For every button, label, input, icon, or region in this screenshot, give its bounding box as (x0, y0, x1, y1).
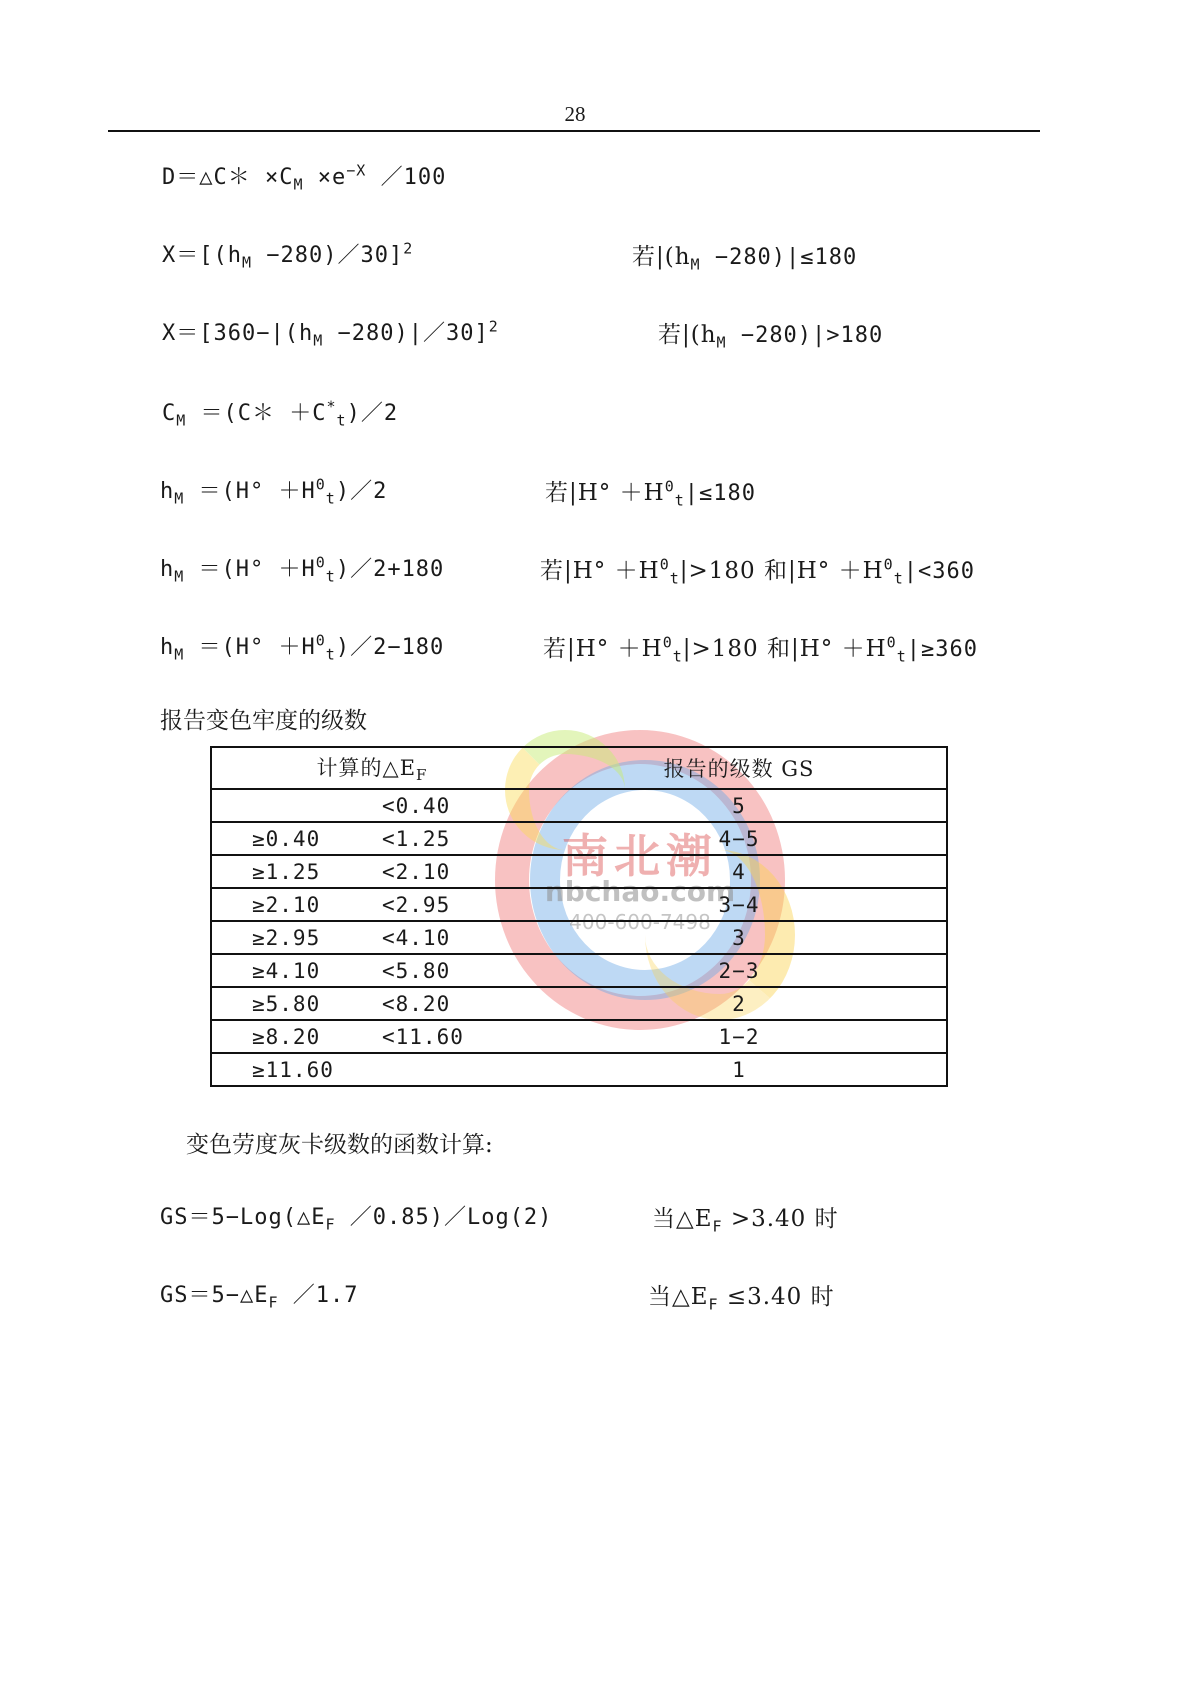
formula-hm-3 (160, 630, 444, 663)
superscript: 0 (315, 631, 326, 650)
superscript: 0 (883, 555, 894, 574)
subscript: t (674, 491, 685, 510)
formula-text: X＝[360−|(h (162, 321, 314, 346)
table-row (211, 789, 947, 822)
subscript: t (325, 645, 336, 664)
cell-lower: ≥2.10 (211, 888, 382, 921)
cell-lower (211, 789, 382, 822)
header-text: 计算的△E (316, 755, 417, 780)
cell-upper: <2.10 (382, 855, 532, 888)
table-row (211, 855, 947, 888)
table-row (211, 987, 947, 1020)
formula-text: ＝(H° ＋H (184, 635, 316, 660)
formula-gs-2 (160, 1278, 359, 1311)
cell-grade: 2−3 (532, 954, 947, 987)
formula-text: −280)／30] (252, 243, 404, 268)
cell-upper: <11.60 (382, 1020, 532, 1053)
table-row (211, 1020, 947, 1053)
cell-lower: ≥8.20 (211, 1020, 382, 1053)
subscript: t (325, 567, 336, 586)
condition-text: |≥360 (906, 637, 978, 662)
cell-lower: ≥1.25 (211, 855, 382, 888)
condition-text: 若|H° ＋H (545, 480, 665, 506)
formula-text: h (160, 557, 175, 582)
subscript: M (174, 489, 185, 508)
subscript: F (708, 1295, 719, 1314)
condition-text: |>180 和|H° ＋H (682, 636, 887, 662)
cell-grade: 3 (532, 921, 947, 954)
subscript: M (690, 255, 701, 274)
watermark-brand: 南北潮 (562, 829, 718, 883)
cell-upper (382, 1053, 532, 1086)
subscript: t (669, 569, 680, 588)
formula-text: ＝(H° ＋H (184, 557, 316, 582)
formula-text: ／100 (366, 165, 447, 190)
superscript: 0 (664, 477, 675, 496)
condition-text: −280)|≤180 (700, 245, 858, 270)
condition-hm-1 (545, 474, 756, 509)
formula-gs-1 (160, 1200, 552, 1233)
formula-text: GS＝5−△E (160, 1283, 269, 1308)
formula-text: ／1.7 (278, 1283, 359, 1308)
watermark-url: nbchao.com (544, 875, 736, 908)
condition-hm-3 (543, 630, 978, 665)
superscript: −X (346, 161, 367, 180)
cell-lower: ≥5.80 (211, 987, 382, 1020)
formula-text: )／2 (346, 401, 399, 426)
cell-lower: ≥11.60 (211, 1053, 382, 1086)
formula-x1 (162, 238, 413, 271)
cell-grade: 3−4 (532, 888, 947, 921)
function-title: 变色劳度灰卡级数的函数计算: (186, 1132, 493, 1158)
formula-text: C (162, 401, 177, 426)
cell-grade: 1−2 (532, 1020, 947, 1053)
condition-text: 若|H° ＋H (543, 636, 663, 662)
cell-upper: <2.95 (382, 888, 532, 921)
subscript: t (893, 569, 904, 588)
superscript: 0 (886, 633, 897, 652)
subscript: F (268, 1293, 279, 1312)
cell-lower: ≥0.40 (211, 822, 382, 855)
cell-upper: <4.10 (382, 921, 532, 954)
formula-text: ／0.85)／Log(2) (335, 1205, 553, 1230)
header-gs: 报告的级数 GS (532, 747, 947, 789)
superscript: * (326, 397, 337, 416)
condition-text: 当△E (648, 1284, 709, 1310)
table-row (211, 954, 947, 987)
formula-text: ＝(C＊ ＋C (186, 401, 327, 426)
condition-text: 若|H° ＋H (540, 558, 660, 584)
cell-lower: ≥2.95 (211, 921, 382, 954)
condition-text: 当△E (652, 1206, 713, 1232)
condition-text: 若|(h (658, 322, 717, 348)
table-row (211, 822, 947, 855)
page-number: 28 (564, 102, 586, 126)
subscript: F (712, 1217, 723, 1236)
subscript: M (176, 411, 187, 430)
condition-text: |≤180 (684, 481, 756, 506)
subscript: M (241, 253, 253, 272)
header-delta-ef (211, 747, 532, 789)
cell-grade: 2 (532, 987, 947, 1020)
formula-text: )／2−180 (335, 635, 445, 660)
superscript: 0 (315, 553, 326, 572)
condition-text: −280)|>180 (726, 323, 884, 348)
superscript: 2 (403, 239, 414, 258)
subscript: t (896, 647, 907, 666)
cell-grade: 4 (532, 855, 947, 888)
subscript: M (174, 645, 185, 664)
condition-gs-1 (652, 1200, 839, 1235)
subscript: M (174, 567, 185, 586)
section-title: 报告变色牢度的级数 (160, 708, 367, 734)
formula-hm-2 (160, 552, 444, 585)
cell-upper: <1.25 (382, 822, 532, 855)
cell-upper: <0.40 (382, 789, 532, 822)
formula-text: X＝[(h (162, 243, 242, 268)
superscript: 0 (659, 555, 670, 574)
cell-lower: ≥4.10 (211, 954, 382, 987)
formula-text: )／2+180 (335, 557, 445, 582)
formula-text: h (160, 635, 175, 660)
condition-text: |<360 (903, 559, 975, 584)
formula-hm-1 (160, 474, 387, 507)
table-header-row (211, 747, 947, 789)
header-rule (108, 130, 1040, 132)
condition-text: 若|(h (632, 244, 691, 270)
condition-text: >3.40 时 (722, 1206, 839, 1232)
formula-x2 (162, 316, 499, 349)
formula-text: h (160, 479, 175, 504)
subscript: M (313, 331, 324, 350)
superscript: 0 (315, 475, 326, 494)
condition-x2 (658, 316, 883, 351)
cell-upper: <8.20 (382, 987, 532, 1020)
condition-gs-2 (648, 1278, 835, 1313)
formula-text: ＝(H° ＋H (184, 479, 316, 504)
condition-hm-2 (540, 552, 975, 587)
formula-text: −280)|／30] (323, 321, 489, 346)
grade-table (210, 746, 948, 1087)
cell-grade: 1 (532, 1053, 947, 1086)
superscript: 2 (488, 317, 499, 336)
subscript: M (716, 333, 727, 352)
table-row (211, 888, 947, 921)
condition-text: |>180 和|H° ＋H (679, 558, 884, 584)
formula-cm (162, 396, 398, 429)
subscript: M (293, 175, 304, 194)
table-row (211, 921, 947, 954)
subscript: t (325, 489, 336, 508)
watermark-phone: 400-600-7498 (569, 910, 711, 934)
subscript: t (336, 411, 347, 430)
cell-grade: 5 (532, 789, 947, 822)
condition-x1 (632, 238, 857, 273)
table-row (211, 1053, 947, 1086)
formula-text: D＝△C＊ ×C (162, 165, 294, 190)
subscript: F (416, 766, 428, 785)
formula-text: GS＝5−Log(△E (160, 1205, 326, 1230)
cell-grade: 4−5 (532, 822, 947, 855)
formula-d (162, 160, 446, 193)
subscript: F (325, 1215, 336, 1234)
condition-text: ≤3.40 时 (718, 1284, 835, 1310)
formula-text: )／2 (335, 479, 388, 504)
superscript: 0 (662, 633, 673, 652)
subscript: t (672, 647, 683, 666)
cell-upper: <5.80 (382, 954, 532, 987)
formula-text: ×e (303, 165, 347, 190)
